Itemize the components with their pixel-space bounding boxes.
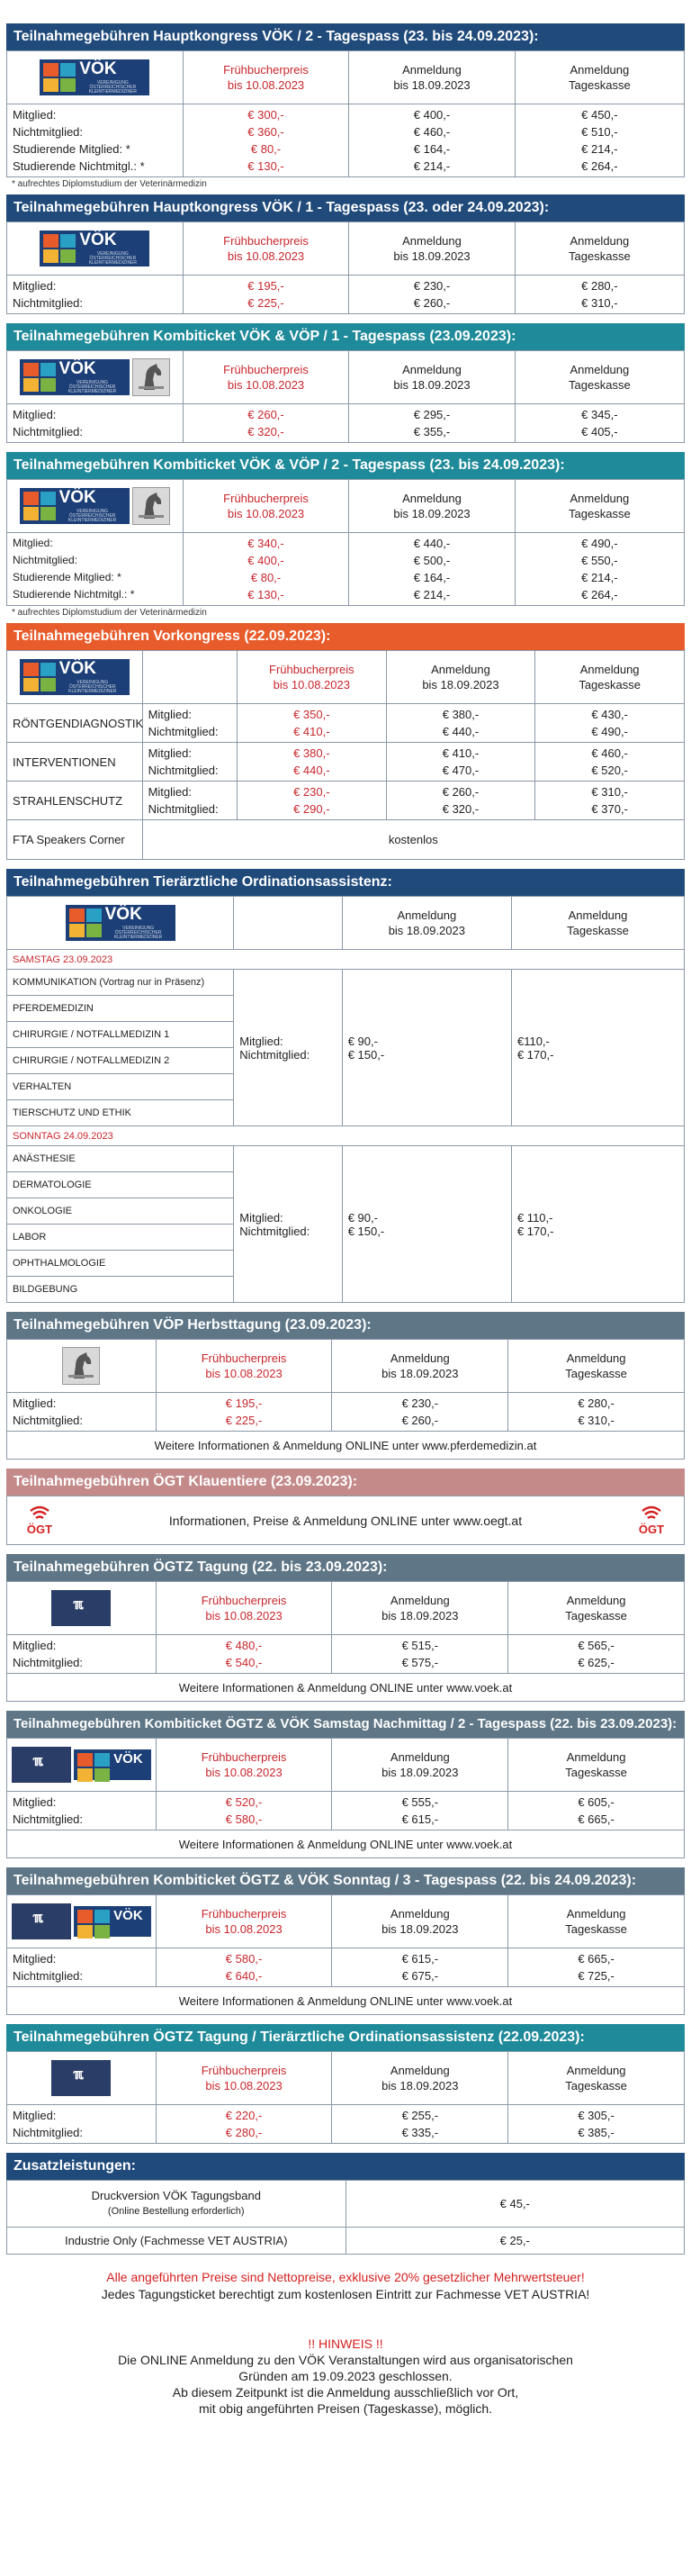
oegtz-logo: ℼ xyxy=(51,2060,111,2096)
price-table xyxy=(6,221,685,314)
price-value: € 255,- xyxy=(401,2109,439,2122)
reg-prices xyxy=(332,2105,508,2144)
info-link[interactable]: Informationen, Preise & Anmeldung ONLINE unter www.oegt.at xyxy=(72,1496,619,1545)
workshop-row: RÖNTGENDIAGNOSTIK Mitglied: Nichtmitglied: € 350,- € 410,- € 380,- € 440,- € 430,- € 490,- xyxy=(7,704,685,743)
extra-price: € 45,- xyxy=(346,2181,685,2228)
section-title: Teilnahmegebühren ÖGT Klauentiere (23.09.2023): xyxy=(6,1469,685,1496)
member-labels xyxy=(7,104,184,177)
reg-prices xyxy=(332,1948,508,1987)
price-table xyxy=(6,50,685,177)
door-prices xyxy=(515,276,684,314)
price-value: Mitglied: xyxy=(13,408,57,421)
logo-cell xyxy=(7,51,184,104)
price-value: € 345,- xyxy=(581,408,618,421)
price-value: Nichtmitglied: xyxy=(13,296,84,310)
price-value: € 440,- xyxy=(413,537,451,550)
price-value: Mitglied: xyxy=(13,1396,57,1410)
early-header: Frühbucherpreis bis 10.08.2023 xyxy=(183,480,348,533)
section-ordinationsassistenz xyxy=(6,869,685,1303)
section-oegtz-tagung xyxy=(6,1554,685,1702)
topic: TIERSCHUTZ UND ETHIK xyxy=(7,1100,234,1126)
price-value: Nichtmitglied: xyxy=(13,1969,84,1983)
info-table xyxy=(6,1496,685,1545)
price-value: Nichtmitglied: xyxy=(13,554,78,566)
door-prices xyxy=(508,1948,685,1987)
oegt-logo-right xyxy=(619,1496,685,1545)
voek-logo: VÖK xyxy=(74,1749,151,1780)
hint-line: Gründen am 19.09.2023 geschlossen. xyxy=(238,2369,453,2383)
logo-cell xyxy=(7,897,234,950)
door-header: Anmeldung Tageskasse xyxy=(515,480,684,533)
section-title: Teilnahmegebühren VÖP Herbsttagung (23.09.2023): xyxy=(6,1312,685,1339)
footnote: * aufrechtes Diplomstudium der Veterinärmedizin xyxy=(12,179,207,189)
price-value: Studierende Nichtmitgl.: * xyxy=(13,159,145,173)
price-value: € 80,- xyxy=(250,571,282,584)
price-value: € 490,- xyxy=(581,537,618,550)
price-value: € 405,- xyxy=(581,425,618,438)
reg-prices xyxy=(349,276,515,314)
reg-prices xyxy=(349,533,515,606)
topic: VERHALTEN xyxy=(7,1074,234,1100)
price-value: € 500,- xyxy=(413,554,451,567)
price-table xyxy=(6,1339,685,1460)
info-link[interactable]: Weitere Informationen & Anmeldung ONLINE unter www.voek.at xyxy=(7,1674,685,1702)
price-value: € 320,- xyxy=(247,425,284,438)
price-value: € 580,- xyxy=(225,1812,263,1826)
price-value: € 575,- xyxy=(401,1656,439,1669)
section-title: Teilnahmegebühren Vorkongress (22.09.2023): xyxy=(6,623,685,650)
price-value: € 510,- xyxy=(581,125,618,139)
voep-logo xyxy=(132,358,170,396)
price-value: € 480,- xyxy=(225,1639,263,1652)
footnote: * aufrechtes Diplomstudium der Veterinärmedizin xyxy=(12,608,207,618)
early-header: Frühbucherpreis bis 10.08.2023 xyxy=(183,222,348,276)
reg-header: Anmeldung bis 18.09.2023 xyxy=(349,222,515,276)
early-header: Frühbucherpreis bis 10.08.2023 xyxy=(238,651,387,704)
reg-prices xyxy=(332,1635,508,1674)
price-value: € 260,- xyxy=(413,296,451,310)
section-kombi-voek-voep-1 xyxy=(6,323,685,443)
reg-header: Anmeldung bis 18.09.2023 xyxy=(349,351,515,404)
price-value: € 605,- xyxy=(578,1795,615,1809)
price-value: € 355,- xyxy=(413,425,451,438)
price-value: € 230,- xyxy=(413,279,451,293)
reg-header: Anmeldung bis 18.09.2023 xyxy=(332,1582,508,1635)
topic: KOMMUNIKATION (Vortrag nur in Präsenz) xyxy=(7,970,234,996)
early-header: Frühbucherpreis bis 10.08.2023 xyxy=(156,1340,332,1393)
info-link[interactable]: Weitere Informationen & Anmeldung ONLINE unter www.pferdemedizin.at xyxy=(7,1432,685,1460)
price-value: € 130,- xyxy=(247,588,284,601)
fair-note: Jedes Tagungsticket berechtigt zum kostenlosen Eintritt zur Fachmesse VET AUSTRIA! xyxy=(101,2287,590,2301)
section-kombi-oegtz-voek-samstag xyxy=(6,1711,685,1858)
member-labels xyxy=(7,533,184,606)
price-value: € 214,- xyxy=(413,588,451,601)
voek-logo: VÖK VEREINIGUNG ÖSTERREICHISCHER KLEINTIERMEDIZINER xyxy=(20,359,130,395)
early-prices xyxy=(156,1635,332,1674)
price-value: € 520,- xyxy=(225,1795,263,1809)
voek-logo: VÖK VEREINIGUNG ÖSTERREICHISCHER KLEINTIERMEDIZINER xyxy=(20,488,130,524)
price-value: Nichtmitglied: xyxy=(13,1812,84,1826)
price-table xyxy=(6,1894,685,2015)
door-prices xyxy=(508,1393,685,1432)
price-value: € 725,- xyxy=(578,1969,615,1983)
extra-item: Druckversion VÖK Tagungsband (Online Bestellung erforderlich) xyxy=(7,2181,346,2228)
reg-header: Anmeldung bis 18.09.2023 xyxy=(386,651,535,704)
price-value: € 195,- xyxy=(247,279,284,293)
voep-logo xyxy=(62,1347,100,1385)
early-header: Frühbucherpreis bis 10.08.2023 xyxy=(183,351,348,404)
price-value: Studierende Nichtmitgl.: * xyxy=(13,588,135,601)
price-table xyxy=(6,479,685,606)
price-value: Mitglied: xyxy=(13,1639,57,1652)
section-hauptkongress-1-tag xyxy=(6,194,685,314)
topic: CHIRURGIE / NOTFALLMEDIZIN 1 xyxy=(7,1022,234,1048)
price-value: Mitglied: xyxy=(13,279,57,293)
door-header: Anmeldung Tageskasse xyxy=(508,1739,685,1792)
door-prices xyxy=(508,2105,685,2144)
price-value: € 300,- xyxy=(247,108,284,122)
member-labels xyxy=(7,1792,157,1830)
price-value: € 230,- xyxy=(401,1396,439,1410)
section-title: Teilnahmegebühren Kombiticket ÖGTZ & VÖK Sonntag / 3 - Tagespass (22. bis 24.09.2023): xyxy=(6,1867,685,1894)
section-title: Teilnahmegebühren Hauptkongress VÖK / 2 - Tagespass (23. bis 24.09.2023): xyxy=(6,23,685,50)
price-value: € 264,- xyxy=(581,588,618,601)
section-hauptkongress-2-tage xyxy=(6,23,685,194)
price-rows xyxy=(7,104,685,177)
vat-note: Alle angeführten Preise sind Nettopreise, exklusive 20% gesetzlicher Mehrwertsteuer! xyxy=(106,2270,585,2284)
extra-item: Industrie Only (Fachmesse VET AUSTRIA) xyxy=(7,2228,346,2255)
price-table xyxy=(6,650,685,860)
price-value: € 385,- xyxy=(578,2126,615,2139)
price-value: € 615,- xyxy=(401,1812,439,1826)
reg-header: Anmeldung bis 18.09.2023 xyxy=(349,480,515,533)
price-value: € 550,- xyxy=(581,554,618,567)
price-value: € 555,- xyxy=(401,1795,439,1809)
price-value: € 335,- xyxy=(401,2126,439,2139)
door-prices xyxy=(515,404,684,443)
early-header: Frühbucherpreis bis 10.08.2023 xyxy=(156,1739,332,1792)
early-header: Frühbucherpreis bis 10.08.2023 xyxy=(183,51,348,104)
price-value: Mitglied: xyxy=(13,2109,57,2122)
door-prices xyxy=(508,1635,685,1674)
member-labels xyxy=(7,1948,157,1987)
door-header: Anmeldung Tageskasse xyxy=(515,222,684,276)
topic: PFERDEMEDIZIN xyxy=(7,996,234,1022)
price-table xyxy=(6,1738,685,1858)
logo-cell xyxy=(7,351,184,404)
price-value: € 665,- xyxy=(578,1952,615,1966)
member-labels xyxy=(7,404,184,443)
door-header: Anmeldung Tageskasse xyxy=(511,897,684,950)
price-value: € 615,- xyxy=(401,1952,439,1966)
price-value: € 280,- xyxy=(581,279,618,293)
workshop-row: INTERVENTIONEN Mitglied: Nichtmitglied: € 380,- € 440,- € 410,- € 470,- € 460,- € 520,- xyxy=(7,743,685,782)
price-value: € 460,- xyxy=(413,125,451,139)
price-value: € 450,- xyxy=(581,108,618,122)
logo-cell xyxy=(7,1739,157,1792)
early-prices xyxy=(183,276,348,314)
price-value: € 195,- xyxy=(225,1396,263,1410)
early-prices xyxy=(156,1792,332,1830)
price-value: € 310,- xyxy=(581,296,618,310)
section-title: Teilnahmegebühren Kombiticket VÖK & VÖP / 1 - Tagespass (23.09.2023): xyxy=(6,323,685,350)
price-value: € 400,- xyxy=(247,554,284,567)
section-oegt-klauentiere xyxy=(6,1469,685,1545)
topic: ANÄSTHESIE xyxy=(7,1146,234,1172)
price-value: Nichtmitglied: xyxy=(13,425,84,438)
member-labels xyxy=(7,1635,157,1674)
price-table xyxy=(6,1581,685,1702)
price-value: € 225,- xyxy=(225,1414,263,1427)
section-title: Teilnahmegebühren Hauptkongress VÖK / 1 - Tagespass (23. oder 24.09.2023): xyxy=(6,194,685,221)
price-value: Studierende Mitglied: * xyxy=(13,142,130,156)
price-value: € 260,- xyxy=(247,408,284,421)
logo-cell xyxy=(7,2052,157,2105)
price-value: Mitglied: xyxy=(13,1795,57,1809)
price-value: € 340,- xyxy=(247,537,284,550)
oegtz-logo: ℼ xyxy=(12,1903,71,1939)
door-header: Anmeldung Tageskasse xyxy=(508,2052,685,2105)
price-value: € 400,- xyxy=(413,108,451,122)
price-value: € 640,- xyxy=(225,1969,263,1983)
oegtz-logo: ℼ xyxy=(51,1590,111,1626)
reg-header: Anmeldung bis 18.09.2023 xyxy=(332,2052,508,2105)
hint-title: !! HINWEIS !! xyxy=(308,2336,383,2351)
price-value: € 130,- xyxy=(247,159,284,173)
workshop-name: INTERVENTIONEN xyxy=(7,743,143,782)
logo-cell xyxy=(7,1895,157,1948)
door-header: Anmeldung Tageskasse xyxy=(508,1340,685,1393)
logo-cell xyxy=(7,1340,157,1393)
extras-table xyxy=(6,2180,685,2255)
workshop-row: STRAHLENSCHUTZ Mitglied: Nichtmitglied: € 230,- € 290,- € 260,- € 320,- € 310,- € 370,- xyxy=(7,782,685,820)
logo-cell xyxy=(7,651,143,704)
info-link[interactable]: Weitere Informationen & Anmeldung ONLINE unter www.voek.at xyxy=(7,1830,685,1858)
logo-cell xyxy=(7,480,184,533)
price-value: € 220,- xyxy=(225,2109,263,2122)
price-value: € 280,- xyxy=(225,2126,263,2139)
door-prices xyxy=(508,1792,685,1830)
section-title: Teilnahmegebühren ÖGTZ Tagung (22. bis 23.09.2023): xyxy=(6,1554,685,1581)
price-value: Studierende Mitglied: * xyxy=(13,571,121,583)
door-header: Anmeldung Tageskasse xyxy=(515,51,684,104)
info-link[interactable]: Weitere Informationen & Anmeldung ONLINE unter www.voek.at xyxy=(7,1987,685,2015)
footer xyxy=(6,2269,685,2417)
price-table xyxy=(6,350,685,443)
door-header: Anmeldung Tageskasse xyxy=(515,351,684,404)
hint-block xyxy=(6,2336,685,2417)
price-value: € 214,- xyxy=(413,159,451,173)
price-value: Nichtmitglied: xyxy=(13,1414,84,1427)
oegt-logo: ÖGT xyxy=(13,1505,67,1535)
voek-logo: VÖK VEREINIGUNG ÖSTERREICHISCHER KLEINTIERMEDIZINER xyxy=(66,905,175,941)
topic: BILDGEBUNG xyxy=(7,1277,234,1303)
price-value: € 164,- xyxy=(413,571,451,584)
price-value: € 625,- xyxy=(578,1656,615,1669)
price-value: € 665,- xyxy=(578,1812,615,1826)
section-zusatzleistungen xyxy=(6,2153,685,2255)
topic: CHIRURGIE / NOTFALLMEDIZIN 2 xyxy=(7,1048,234,1074)
topic: DERMATOLOGIE xyxy=(7,1172,234,1198)
workshop-name: STRAHLENSCHUTZ xyxy=(7,782,143,820)
day-label: SONNTAG 24.09.2023 xyxy=(7,1126,685,1146)
day-label: SAMSTAG 23.09.2023 xyxy=(7,950,685,970)
oegt-logo-left xyxy=(7,1496,73,1545)
price-table: VÖK VEREINIGUNG ÖSTERREICHISCHER KLEINTIERMEDIZINER Anmeldung bis 18.09.2023 Anmeldung Tageskasse SAMSTAG 23.09.2023 KOMMUNIKATION (Vortrag nur in Präsenz) Mitglied: Nichtmitglied: € 90,- € 150,- €110,- € 170,- PFERDEMEDIZIN CHIRURGIE / NOTFALLMEDIZIN 1 CHIRURGIE / NOTFALLMEDIZIN 2 VERHALTEN TIERSCHUTZ UND ETHIK SONNTAG 24.09.2023 ANÄSTHESIE Mitglied: Nichtmitglied: € 90,- € 150,- € 110,- € 170,- DERMATOLOGIE ONKOLOGIE LABOR OPHTHALMOLOGIE BILDGEBUNG xyxy=(6,896,685,1303)
price-value: € 80,- xyxy=(250,142,282,156)
price-value: Mitglied: xyxy=(13,108,57,122)
section-title: Teilnahmegebühren ÖGTZ Tagung / Tierärztliche Ordinationsassistenz (22.09.2023): xyxy=(6,2024,685,2051)
price-value: € 675,- xyxy=(401,1969,439,1983)
hint-line: mit obig angeführten Preisen (Tageskasse), möglich. xyxy=(198,2401,493,2416)
early-header: Frühbucherpreis bis 10.08.2023 xyxy=(156,1582,332,1635)
hint-line: Ab diesem Zeitpunkt ist die Anmeldung ausschließlich vor Ort, xyxy=(172,2385,519,2400)
hint-line: Die ONLINE Anmeldung zu den VÖK Veranstaltungen wird aus organisatorischen xyxy=(118,2353,573,2367)
price-value: Nichtmitglied: xyxy=(13,2126,84,2139)
section-title: Teilnahmegebühren Kombiticket VÖK & VÖP / 2 - Tagespass (23. bis 24.09.2023): xyxy=(6,452,685,479)
price-value: Nichtmitglied: xyxy=(13,125,84,139)
section-kombi-oegtz-voek-sonntag xyxy=(6,1867,685,2015)
door-prices xyxy=(515,104,684,177)
section-oegtz-ordinationsassistenz xyxy=(6,2024,685,2144)
price-value: € 225,- xyxy=(247,296,284,310)
door-prices xyxy=(515,533,684,606)
price-value: € 360,- xyxy=(247,125,284,139)
reg-header: Anmeldung bis 18.09.2023 xyxy=(332,1739,508,1792)
reg-prices xyxy=(349,404,515,443)
reg-prices xyxy=(332,1393,508,1432)
section-title: Zusatzleistungen: xyxy=(6,2153,685,2180)
reg-prices xyxy=(349,104,515,177)
price-value: € 295,- xyxy=(413,408,451,421)
voek-logo: VÖK VEREINIGUNG ÖSTERREICHISCHER KLEINTIERMEDIZINER xyxy=(40,230,149,267)
price-value: Mitglied: xyxy=(13,537,53,549)
price-value: € 580,- xyxy=(225,1952,263,1966)
price-value: € 164,- xyxy=(413,142,451,156)
price-value: € 264,- xyxy=(581,159,618,173)
early-header: Frühbucherpreis bis 10.08.2023 xyxy=(156,1895,332,1948)
reg-prices xyxy=(332,1792,508,1830)
workshop-name: RÖNTGENDIAGNOSTIK xyxy=(7,704,143,743)
reg-header: Anmeldung bis 18.09.2023 xyxy=(349,51,515,104)
voek-logo: VÖK VEREINIGUNG ÖSTERREICHISCHER KLEINTIERMEDIZINER xyxy=(40,59,149,95)
section-kombi-voek-voep-2 xyxy=(6,452,685,623)
price-value: € 214,- xyxy=(581,142,618,156)
price-value: Nichtmitglied: xyxy=(13,1656,84,1669)
price-value: Mitglied: xyxy=(13,1952,57,1966)
oegt-logo: ÖGT xyxy=(624,1505,678,1535)
early-prices xyxy=(156,1393,332,1432)
price-value: € 515,- xyxy=(401,1639,439,1652)
price-value: € 214,- xyxy=(581,571,618,584)
voek-logo: VÖK xyxy=(74,1906,151,1937)
early-prices xyxy=(156,1948,332,1987)
voep-logo xyxy=(132,487,170,525)
member-labels xyxy=(7,1393,157,1432)
early-header: Frühbucherpreis bis 10.08.2023 xyxy=(156,2052,332,2105)
topic: OPHTHALMOLOGIE xyxy=(7,1251,234,1277)
voek-logo: VÖK VEREINIGUNG ÖSTERREICHISCHER KLEINTIERMEDIZINER xyxy=(20,659,130,695)
oegtz-logo: ℼ xyxy=(12,1747,71,1783)
reg-header: Anmeldung bis 18.09.2023 xyxy=(332,1895,508,1948)
door-header: Anmeldung Tageskasse xyxy=(535,651,685,704)
early-prices xyxy=(183,533,348,606)
logo-cell xyxy=(7,1582,157,1635)
fta-label: FTA Speakers Corner xyxy=(7,820,143,860)
price-value: € 305,- xyxy=(578,2109,615,2122)
early-prices xyxy=(156,2105,332,2144)
extra-price: € 25,- xyxy=(346,2228,685,2255)
price-value: € 540,- xyxy=(225,1656,263,1669)
logo-cell xyxy=(7,222,184,276)
price-value: € 310,- xyxy=(578,1414,615,1427)
reg-header: Anmeldung bis 18.09.2023 xyxy=(332,1340,508,1393)
door-header: Anmeldung Tageskasse xyxy=(508,1582,685,1635)
door-header: Anmeldung Tageskasse xyxy=(508,1895,685,1948)
section-title: Teilnahmegebühren Tierärztliche Ordinationsassistenz: xyxy=(6,869,685,896)
section-voep-herbsttagung xyxy=(6,1312,685,1460)
reg-header: Anmeldung bis 18.09.2023 xyxy=(342,897,511,950)
section-vorkongress xyxy=(6,623,685,860)
member-labels xyxy=(7,276,184,314)
topic: LABOR xyxy=(7,1225,234,1251)
price-value: € 280,- xyxy=(578,1396,615,1410)
topic: ONKOLOGIE xyxy=(7,1198,234,1225)
price-value: € 260,- xyxy=(401,1414,439,1427)
early-prices xyxy=(183,104,348,177)
member-labels xyxy=(7,2105,157,2144)
price-table xyxy=(6,2051,685,2144)
fta-price: kostenlos xyxy=(142,820,684,860)
price-value: € 565,- xyxy=(578,1639,615,1652)
section-title: Teilnahmegebühren Kombiticket ÖGTZ & VÖK Samstag Nachmittag / 2 - Tagespass (22. bis 23.09.2023): xyxy=(6,1711,685,1738)
early-prices xyxy=(183,404,348,443)
